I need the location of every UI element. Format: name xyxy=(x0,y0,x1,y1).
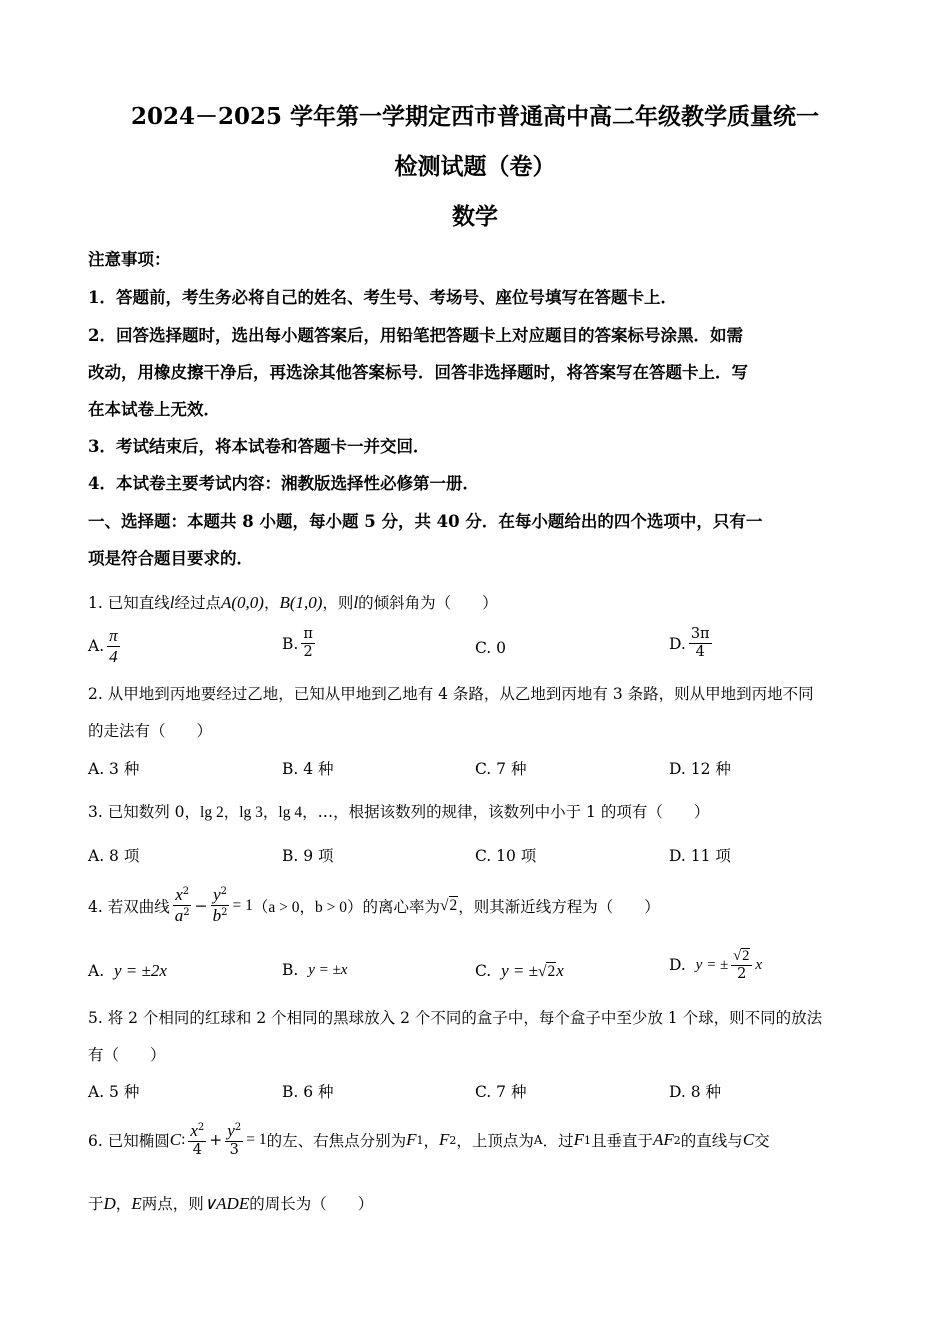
question-2-option-c[interactable]: C. 7 种 xyxy=(475,760,527,778)
question-5-option-c[interactable]: C. 7 种 xyxy=(475,1083,527,1101)
question-3-option-c[interactable]: C. 10 项 xyxy=(475,847,537,865)
title-line-1: 2024－2025 学年第一学期定西市普通高中高二年级教学质量统一 xyxy=(130,103,820,130)
question-2-line-2: 的走法有（ ） xyxy=(88,722,213,740)
question-2-line-1: 2. 从甲地到丙地要经过乙地，已知从甲地到乙地有 4 条路，从乙地到丙地有 3 条路，则从甲地到丙地不同 xyxy=(88,685,814,703)
question-5-option-d[interactable]: D. 8 种 xyxy=(669,1083,722,1101)
question-5-option-a[interactable]: A. 5 种 xyxy=(88,1083,140,1101)
question-2-option-d[interactable]: D. 12 种 xyxy=(669,760,731,778)
notice-item-1: 1．答题前，考生务必将自己的姓名、考生号、考场号、座位号填写在答题卡上． xyxy=(88,288,677,307)
subject-title: 数学 xyxy=(452,203,498,230)
question-6-line-1: 6. 已知椭圆 C : $\frac{x^2}{4}$ + $\frac{y^2}{3}$ = 1 的左、右焦点分别为 F 1 ， F 2 ，上顶点为 A ．过 F 1 且垂直于 AF 2 的直线与 C 交 xyxy=(88,1121,770,1159)
question-1-option-d[interactable]: D. $\frac{3\pi}{4}$ xyxy=(669,626,710,661)
question-4-option-a[interactable]: A. y = ±2x xyxy=(88,961,167,980)
section-1-line-1: 一、选择题：本题共 8 小题，每小题 5 分，共 40 分．在每小题给出的四个选项中，只有一 xyxy=(88,512,763,531)
question-1-stem: 1. 已知直线l经过点A(0,0)，B(1,0)，则l的倾斜角为（ ） xyxy=(88,593,498,612)
question-4-option-b[interactable]: B. y = ±x xyxy=(282,961,348,979)
notice-item-2-line-1: 2．回答选择题时，选出每小题答案后，用铅笔把答题卡上对应题目的答案标号涂黑．如需 xyxy=(88,326,743,345)
question-4-stem: 4. 若双曲线 $\frac{x^2}{a^2}$ − $\frac{y^2}{b^2}$ = 1 （a > 0，b > 0） 的离心率为 √ 2 ，则其渐近线方程为（ ） xyxy=(88,885,660,926)
question-2-option-b[interactable]: B. 4 种 xyxy=(282,760,334,778)
question-5-option-b[interactable]: B. 6 种 xyxy=(282,1083,334,1101)
section-1-line-2: 项是符合题目要求的． xyxy=(88,549,253,568)
question-1-option-b[interactable]: B. $\frac{\pi}{2}$ xyxy=(282,626,313,661)
question-3-option-b[interactable]: B. 9 项 xyxy=(282,847,334,865)
question-2-option-a[interactable]: A. 3 种 xyxy=(88,760,140,778)
title-line-2: 检测试题（卷） xyxy=(394,153,556,180)
question-4-option-d[interactable]: D. y = ± √ 2 2 x xyxy=(669,948,763,983)
question-3-stem: 3. 已知数列 0，lg 2，lg 3，lg 4，…，根据该数列的规律，该数列中小于 1 的项有（ ） xyxy=(88,803,710,821)
notice-item-4: 4．本试卷主要考试内容：湘教版选择性必修第一册． xyxy=(88,474,479,493)
question-6-line-2: 于D，E两点，则∨ADE的周长为（ ） xyxy=(88,1194,374,1213)
question-4-option-c[interactable]: C. y = ± √ 2 x xyxy=(475,961,564,980)
notice-item-2-line-3: 在本试卷上无效． xyxy=(88,400,220,419)
question-1-option-a[interactable]: A. $\frac{\pi}{4}$ xyxy=(88,626,118,666)
notice-item-3: 3．考试结束后，将本试卷和答题卡一并交回． xyxy=(88,437,430,456)
question-1-option-c[interactable]: C. 0 xyxy=(475,639,507,657)
question-5-line-1: 5. 将 2 个相同的红球和 2 个相同的黑球放入 2 个不同的盒子中，每个盒子中至少放 1 个球，则不同的放法 xyxy=(88,1009,823,1027)
notice-heading: 注意事项： xyxy=(88,250,171,269)
question-3-option-a[interactable]: A. 8 项 xyxy=(88,847,140,865)
question-3-option-d[interactable]: D. 11 项 xyxy=(669,847,731,865)
question-5-line-2: 有（ ） xyxy=(88,1046,166,1064)
notice-item-2-line-2: 改动，用橡皮擦干净后，再选涂其他答案标号．回答非选择题时，将答案写在答题卡上．写 xyxy=(88,363,748,382)
